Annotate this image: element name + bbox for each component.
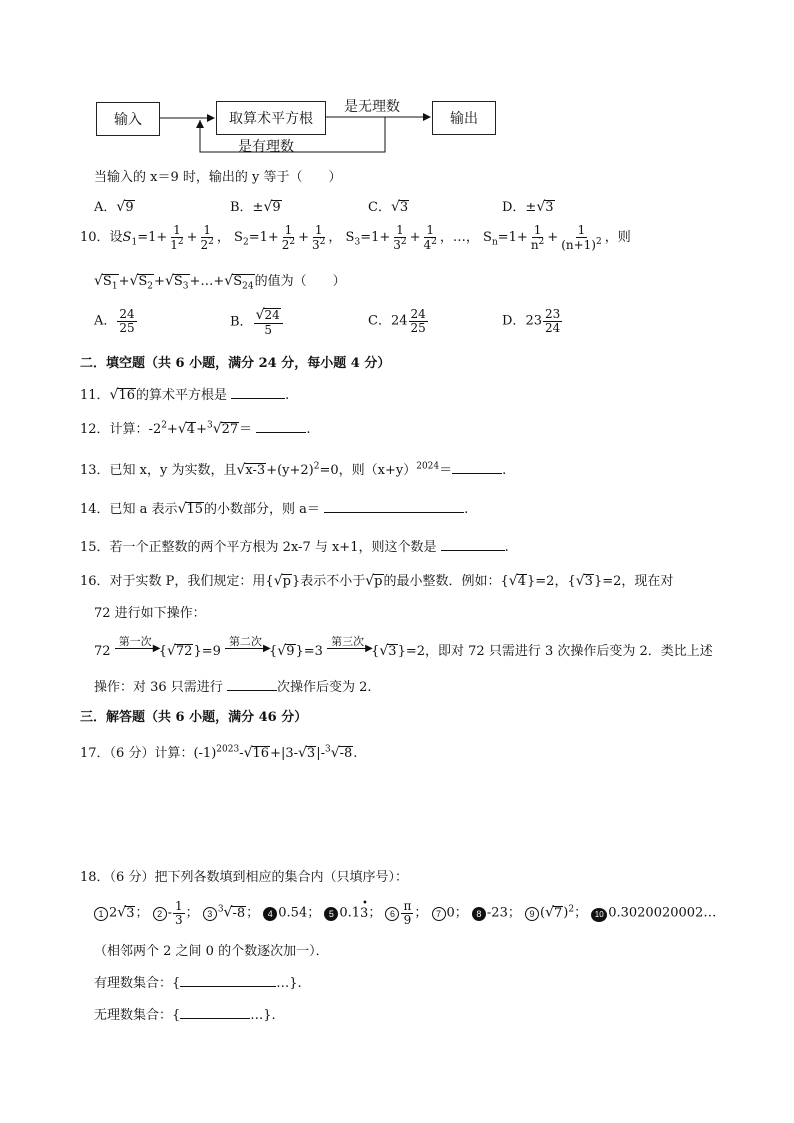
q14-answer-blank[interactable]	[324, 501, 464, 513]
q12: 12．计算：$-2^2+√4+^3√27=$ .	[80, 420, 311, 437]
section3-heading: 三．解答题（共 6 小题，满分 46 分）	[80, 710, 308, 725]
q9-option-b: B．±√9	[230, 199, 281, 215]
q12-answer-blank[interactable]	[256, 421, 306, 433]
q10-option-c: C．24 $\frac{24}{25}$	[368, 307, 426, 335]
q17: 17．（6 分）计算：$(-1)^{2023}-√16+|3-√3|-^3√-8$.	[80, 744, 358, 761]
q10-line2: $√S_1+√S_2+√S_3+\dots+√S_{24}$的值为（ ）	[94, 273, 346, 292]
q15-answer-blank[interactable]	[441, 539, 505, 551]
q16-sequence: 72 第一次 ▶ {√72}=9 第二次 ▶ {√9}=3 第三次 ▶ {√3}=2，即对 72 只需进行 3 次操作后变为 2．类比上述	[94, 640, 713, 659]
q18-irrational-blank[interactable]	[180, 1007, 250, 1019]
q16-op2-label: 第二次	[229, 636, 263, 648]
q16-line1: 16．对于实数 P，我们规定：用{√p}表示不小于√p的最小整数．例如：{√4}=2，{√3}=2，现在对	[80, 573, 674, 589]
q9-option-d: D．±√3	[502, 199, 554, 215]
flow-arrows	[0, 0, 794, 170]
flow-output-label: 输出	[450, 110, 478, 126]
q18-items: 1 2√3； 2 - $\frac{1}{3}$ ； 3 $^3$√-8； 4 0.54； 5 0.13 • ； 6 $\frac{\pi}{9}$ ； 7 0； 8 -23； 9 $(√7)^2$； 10 0.3020020002…	[94, 900, 716, 926]
q11-answer-blank[interactable]	[231, 387, 285, 399]
q18-irrational-set: 无理数集合：{ …}.	[94, 1008, 276, 1023]
q16-line4: 操作：对 36 只需进行 次操作后变为 2.	[94, 680, 372, 695]
q16-op1-label: 第一次	[118, 636, 152, 648]
q14: 14．已知 a 表示√15的小数部分，则 a＝ .	[80, 501, 469, 517]
q16-answer-blank[interactable]	[227, 679, 277, 691]
q13: 13．已知 x，y 为实数，且$√x-3+(y+2)^2=0$，则$(x+y)^{2024}=$ .	[80, 461, 507, 478]
q16-line2: 72 进行如下操作：	[94, 606, 206, 621]
q9-option-c: C．√3	[368, 199, 409, 215]
q15: 15．若一个正整数的两个平方根为 2x-7 与 x+1，则这个数是 .	[80, 540, 509, 555]
q10-option-b: B． $\frac{√24}{5}$	[230, 308, 284, 336]
q18-note: （相邻两个 2 之间 0 的个数逐次加一）．	[94, 944, 329, 959]
flow-irrational-label: 是无理数	[344, 98, 400, 114]
q11: 11．√16的算术平方根是 .	[80, 387, 290, 403]
q9-stem: 当输入的 x＝9 时，输出的 y 等于（ ）	[94, 170, 342, 185]
q18-rational-set: 有理数集合：{ …}.	[94, 976, 302, 991]
q10-line1: 10．设$S_1=1+$ $\frac{1}{1^2}$ + $\frac{1}{2^2}$ ， $S_2=1+$ $\frac{1}{2^2}$ + $\frac{1}{3^2}$ ， $S_3=1+$ $\frac{1}{3^2}$ + $\frac{1}{4^2}$ ，…， $S_n=1+$ $\frac{1}{n^2}$ + $\frac{1}{(n+1)^2}$ ，则	[80, 223, 631, 252]
flow-rational-label: 是有理数	[238, 138, 294, 154]
flow-process-label: 取算术平方根	[229, 110, 313, 126]
flow-input-label: 输入	[114, 111, 142, 127]
q13-answer-blank[interactable]	[452, 462, 502, 474]
q18-rational-blank[interactable]	[180, 975, 276, 987]
q16-op3-label: 第三次	[331, 636, 365, 648]
q9-option-a: A．√9	[94, 199, 134, 215]
q10-option-a: A． $\frac{24}{25}$	[94, 307, 135, 335]
q10-option-d: D．23 $\frac{23}{24}$	[502, 307, 561, 335]
section2-heading: 二．填空题（共 6 小题，满分 24 分，每小题 4 分）	[80, 356, 391, 371]
q18-stem: 18．（6 分）把下列各数填到相应的集合内（只填序号）：	[80, 870, 408, 885]
